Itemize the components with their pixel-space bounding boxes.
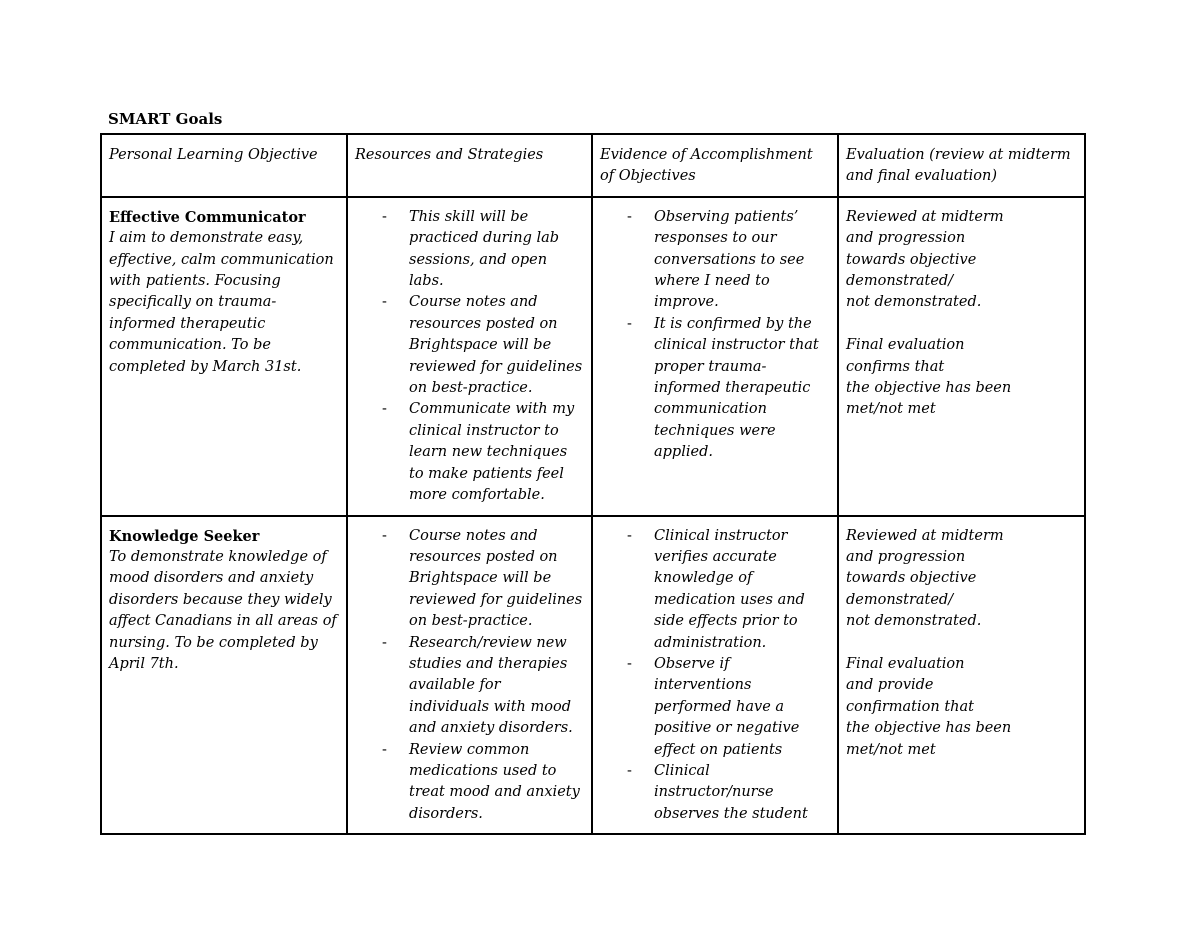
header-evaluation: Evaluation (review at midterm and final evaluation) — [838, 134, 1085, 197]
evidence-cell — [592, 516, 838, 835]
objective-cell — [101, 516, 347, 835]
page-title: SMART Goals — [108, 110, 223, 128]
objective-title: Effective Communicator — [109, 208, 306, 226]
evidence-list — [600, 207, 830, 464]
evaluation-midterm: Reviewed at midterm and progression towards objective demonstrated/ not demonstrated. — [846, 527, 1004, 630]
smart-goals-table — [100, 133, 1086, 835]
list-item: - Communicate with my clinical instructor to learn new techniques to make patients feel more comfortable. — [409, 399, 584, 506]
evaluation-final: Final evaluation and provide confirmation that the objective has been met/not met — [846, 655, 1012, 758]
list-item: - Course notes and resources posted on Brightspace will be reviewed for guidelines on best-practice. — [409, 526, 584, 633]
resources-cell — [347, 516, 592, 835]
header-evidence: Evidence of Accomplishment of Objectives — [592, 134, 838, 197]
table-row — [101, 197, 1085, 516]
list-item: - Clinical instructor/nurse observes the student — [654, 761, 830, 825]
list-item: - Observe if interventions performed have a positive or negative effect on patients — [654, 654, 830, 761]
objective-description: To demonstrate knowledge of mood disorders and anxiety disorders because they widely affect Canadians in all areas of nursing. To be completed by April 7th. — [109, 548, 337, 672]
evidence-list — [600, 526, 830, 826]
list-item: - This skill will be practiced during lab sessions, and open labs. — [409, 207, 584, 293]
resources-cell — [347, 197, 592, 516]
table-row — [101, 516, 1085, 835]
objective-cell — [101, 197, 347, 516]
list-item: - Observing patients’ responses to our conversations to see where I need to improve. — [654, 207, 830, 314]
header-resources: Resources and Strategies — [347, 134, 592, 197]
header-objective: Personal Learning Objective — [101, 134, 347, 197]
evaluation-cell — [838, 197, 1085, 516]
objective-description: I aim to demonstrate easy, effective, calm communication with patients. Focusing specifically on trauma-informed therapeutic communication. To be completed by March 31st. — [109, 230, 334, 375]
resources-list — [355, 207, 584, 507]
objective-title: Knowledge Seeker — [109, 527, 260, 545]
list-item: - Research/review new studies and therapies available for individuals with mood and anxiety disorders. — [409, 633, 584, 740]
evaluation-cell — [838, 516, 1085, 835]
list-item: - Review common medications used to treat mood and anxiety disorders. — [409, 740, 584, 826]
evaluation-midterm: Reviewed at midterm and progression towards objective demonstrated/ not demonstrated. — [846, 208, 1004, 311]
list-item: - Clinical instructor verifies accurate knowledge of medication uses and side effects prior to administration. — [654, 526, 830, 654]
evaluation-final: Final evaluation confirms that the objective has been met/not met — [846, 337, 1012, 418]
evidence-cell — [592, 197, 838, 516]
list-item: - It is confirmed by the clinical instructor that proper trauma-informed therapeutic communication techniques were applied. — [654, 314, 830, 464]
header-row — [101, 134, 1085, 197]
list-item: - Course notes and resources posted on Brightspace will be reviewed for guidelines on best-practice. — [409, 292, 584, 399]
resources-list — [355, 526, 584, 826]
